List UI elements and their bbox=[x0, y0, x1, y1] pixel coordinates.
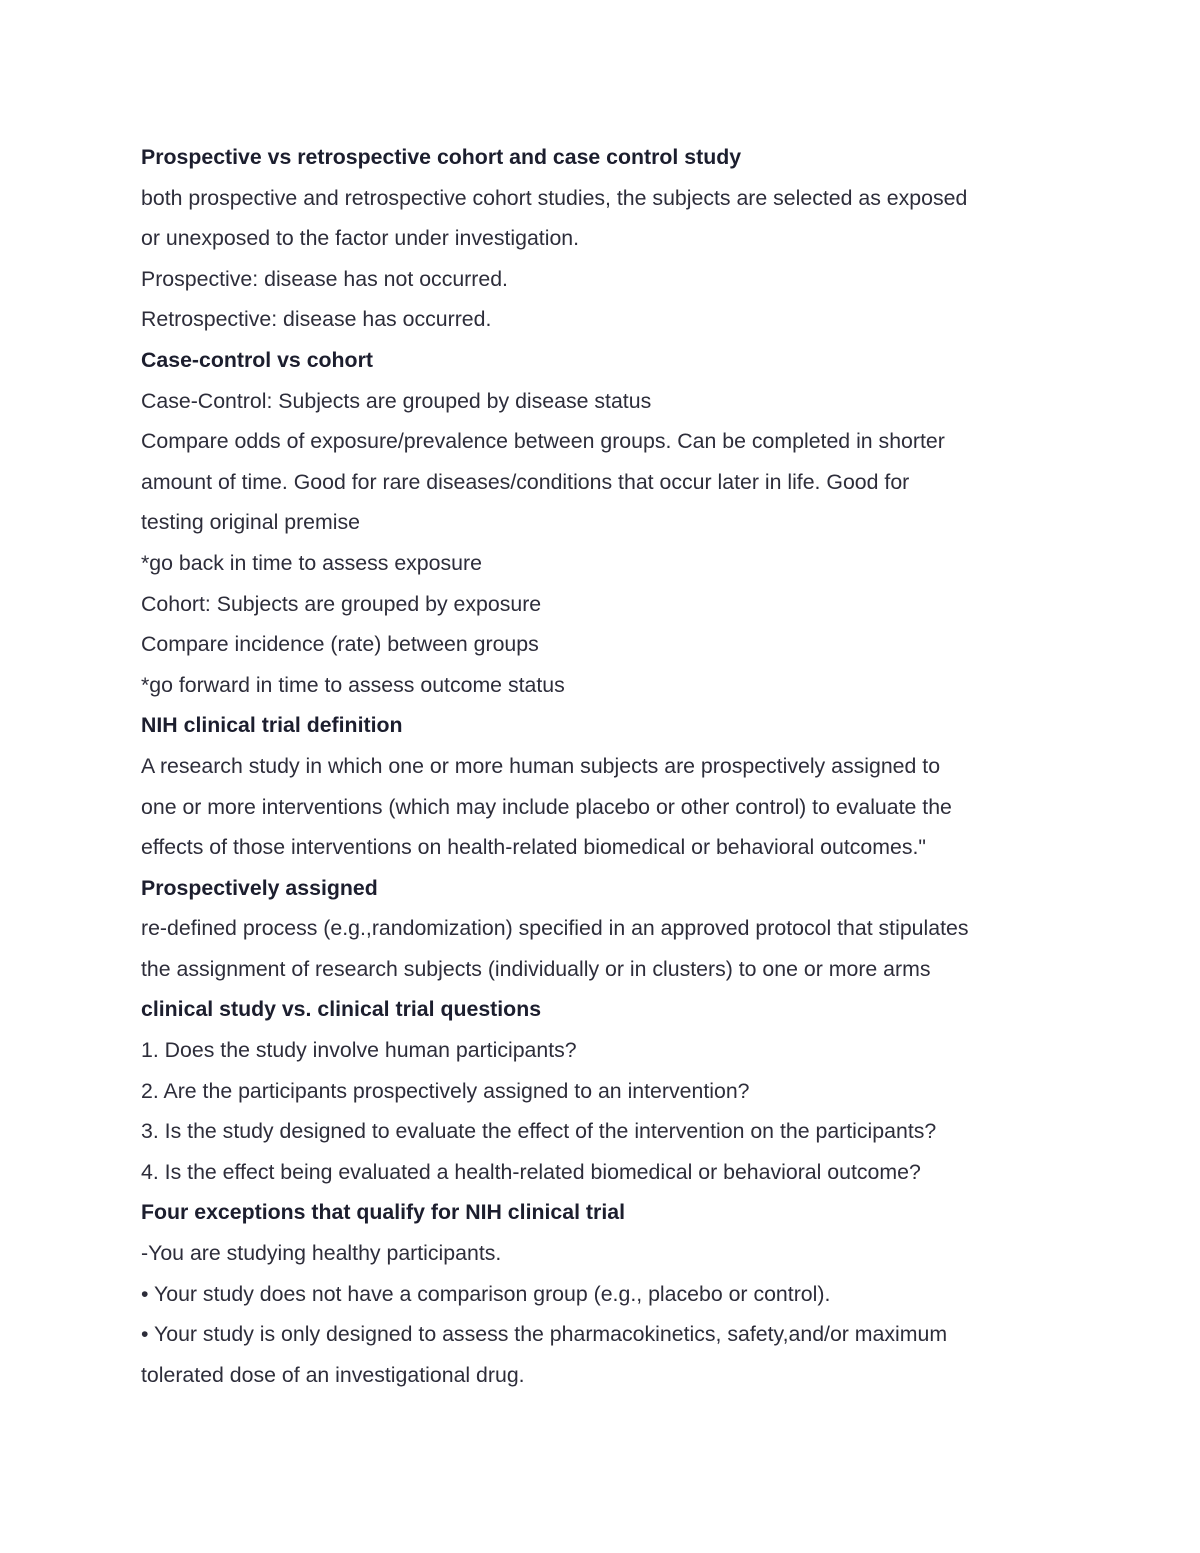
list-item: 2. Are the participants prospectively assigned to an intervention? bbox=[141, 1078, 750, 1103]
paragraph-line: effects of those interventions on health-related biomedical or behavioral outcomes." bbox=[141, 835, 926, 860]
list-item: 1. Does the study involve human participants? bbox=[141, 1038, 577, 1063]
paragraph-line: amount of time. Good for rare diseases/conditions that occur later in life. Good for bbox=[141, 469, 910, 494]
paragraph-line: *go back in time to assess exposure bbox=[141, 550, 482, 575]
section-heading: Prospective vs retrospective cohort and case control study bbox=[141, 145, 742, 169]
document-page bbox=[141, 137, 1071, 1395]
list-item: • Your study does not have a comparison group (e.g., placebo or control). bbox=[141, 1281, 831, 1306]
paragraph-line: Compare odds of exposure/prevalence between groups. Can be completed in shorter bbox=[141, 429, 945, 454]
paragraph-line: *go forward in time to assess outcome status bbox=[141, 672, 565, 697]
list-item: 3. Is the study designed to evaluate the effect of the intervention on the participants? bbox=[141, 1119, 937, 1144]
paragraph-line: Retrospective: disease has occurred. bbox=[141, 307, 492, 332]
paragraph-line: testing original premise bbox=[141, 510, 360, 535]
paragraph-line: re-defined process (e.g.,randomization) specified in an approved protocol that stipulates bbox=[141, 916, 969, 941]
paragraph-line: the assignment of research subjects (individually or in clusters) to one or more arms bbox=[141, 956, 931, 981]
paragraph-line: tolerated dose of an investigational drug. bbox=[141, 1362, 525, 1387]
list-item: • Your study is only designed to assess the pharmacokinetics, safety,and/or maximum bbox=[141, 1322, 948, 1347]
section-heading: Prospectively assigned bbox=[141, 875, 378, 900]
paragraph-line: Case-Control: Subjects are grouped by disease status bbox=[141, 388, 652, 413]
list-item: -You are studying healthy participants. bbox=[141, 1241, 502, 1266]
paragraph-line: or unexposed to the factor under investigation. bbox=[141, 226, 580, 251]
section-heading: Case-control vs cohort bbox=[141, 347, 373, 372]
section-heading: Four exceptions that qualify for NIH clinical trial bbox=[141, 1200, 625, 1225]
paragraph-line: Prospective: disease has not occurred. bbox=[141, 266, 508, 291]
paragraph-line: both prospective and retrospective cohort studies, the subjects are selected as exposed bbox=[141, 185, 968, 210]
list-item: 4. Is the effect being evaluated a health-related biomedical or behavioral outcome? bbox=[141, 1159, 921, 1184]
paragraph-line: A research study in which one or more human subjects are prospectively assigned to bbox=[141, 753, 941, 778]
paragraph-line: one or more interventions (which may include placebo or other control) to evaluate the bbox=[141, 794, 952, 819]
section-heading: clinical study vs. clinical trial questions bbox=[141, 997, 542, 1022]
paragraph-line: Cohort: Subjects are grouped by exposure bbox=[141, 591, 542, 616]
section-heading: NIH clinical trial definition bbox=[141, 713, 403, 738]
paragraph-line: Compare incidence (rate) between groups bbox=[141, 632, 539, 657]
